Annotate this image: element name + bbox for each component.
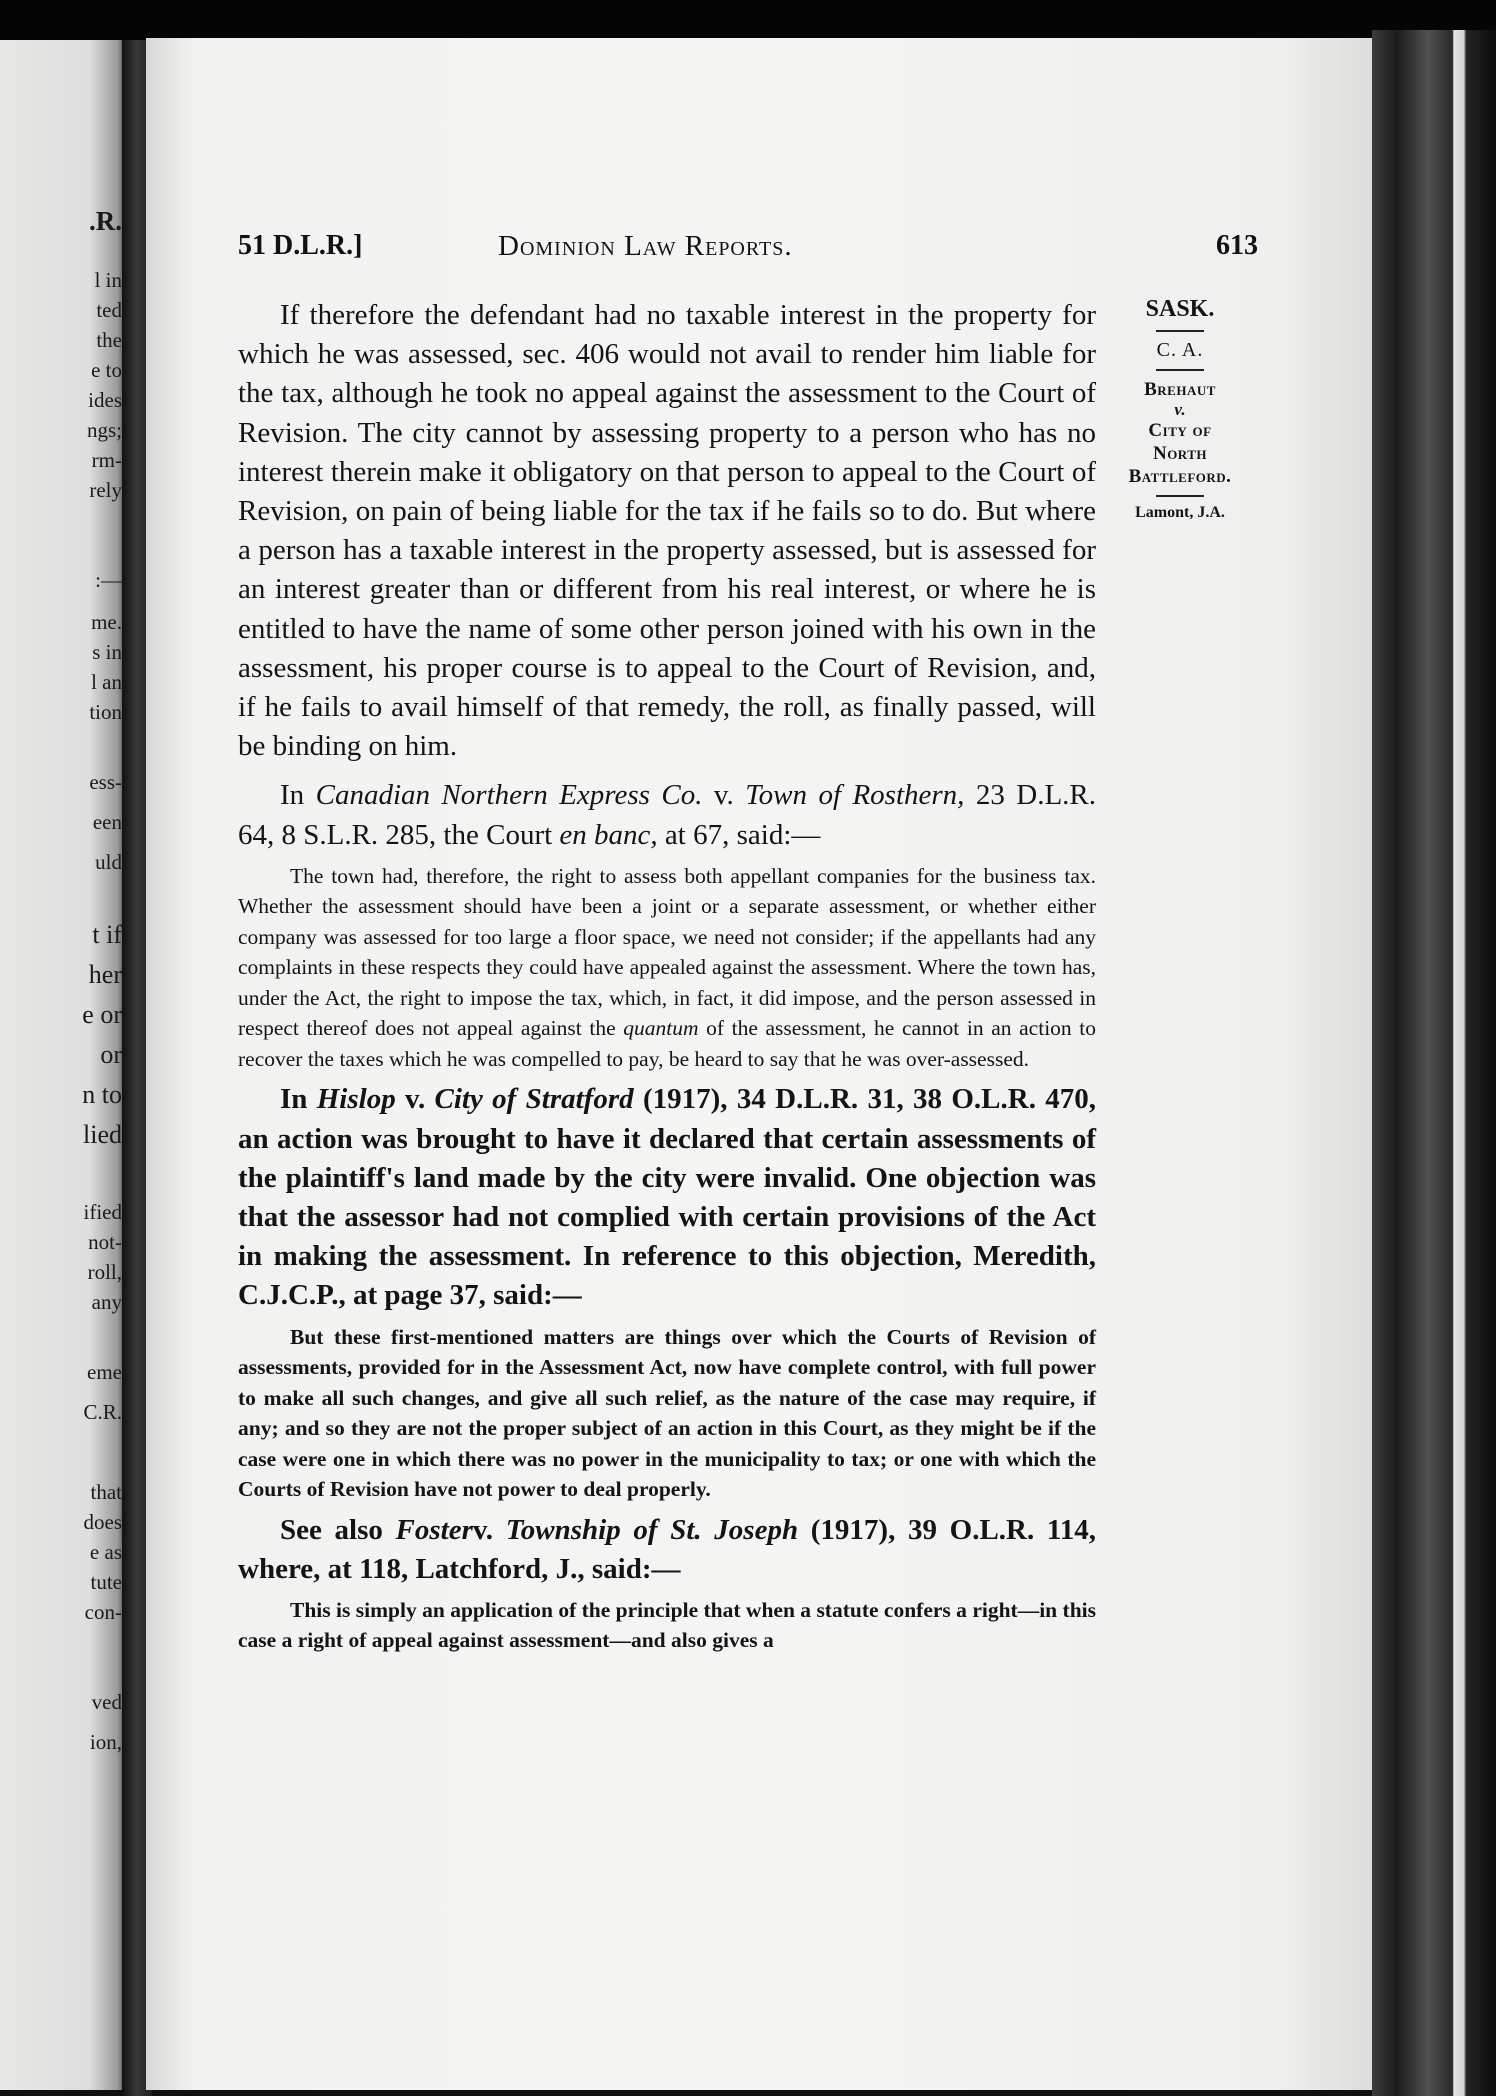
- facing-page-fragment: not-: [88, 1230, 122, 1254]
- block-quote: But these first-mentioned matters are things over which the Courts of Revision of assessments, provided for in the Assessment Act, now have complete control, with full power to make all such changes, and give all such relief, as the nature of the case may require, if any; and so they are not the proper subject of an action in this Court, as they might be if the case were one in which there was no power in the municipality to tax; or one with which the Courts of Revision have not power to deal properly.: [238, 1324, 1096, 1502]
- facing-page-fragment: n to: [82, 1080, 122, 1109]
- case-name-line: Brehaut: [1144, 379, 1216, 400]
- paragraph: If therefore the defendant had no taxable interest in the property for which he was assessed, sec. 406 would not avail to render him liable for the tax, although he took no appeal against the assessment to the Court of Revision. The city cannot by assessing property to a person who has no interest therein make it obligatory on that person to appeal to the Court of Revision, on pain of being liable for the tax if he fails so to do. But where a person has a taxable interest in the property assessed, but is assessed for an interest greater than or different from his real interest, or where he is entitled to have the name of some other person joined with his own in the assessment, his proper course is to appeal to the Court of Revision, and, if he fails to avail himself of that remedy, the roll, as finally passed, will be binding on him.: [238, 299, 1096, 763]
- facing-page-fragment: ion,: [89, 1730, 122, 1754]
- facing-page-fragment: her: [88, 960, 122, 989]
- case-citation: Canadian Northern Express Co.: [315, 779, 703, 812]
- emphasis: quantum: [623, 1016, 699, 1041]
- case-name-line: Battleford.: [1128, 466, 1232, 487]
- court-label: C. A.: [1156, 339, 1204, 361]
- facing-page-fragment: or: [100, 1040, 122, 1069]
- facing-page-fragment: the: [96, 328, 122, 352]
- facing-page-fragment: ides: [88, 388, 122, 412]
- facing-page-fragment: uld: [95, 850, 122, 874]
- facing-page-fragment: does: [83, 1510, 122, 1534]
- facing-page-fragment: e as: [89, 1540, 122, 1564]
- block-quote: The town had, therefore, the right to assess both appellant companies for the business tax. Whether the assessment should have been a joint or a separate assessment, or whether either company was assessed for too large a floor space, we need not consider; if the appellants had any complaints in these respects they could have appealed against the assessment. Where the town has, under the Act, the right to impose the tax, which, in fact, it did impose, and the person assessed in respect thereof does not appeal against the quantum of the assessment, he cannot in an action to recover the taxes which he was compelled to pay, be heard to say that he was over-assessed.: [238, 863, 1097, 1071]
- facing-page-fragment: tion: [89, 700, 122, 724]
- facing-page-fragment: roll,: [87, 1260, 122, 1284]
- province-label: SASK.: [1145, 296, 1215, 322]
- facing-page-fragment: een: [92, 810, 122, 834]
- facing-page-fragment: tute: [90, 1570, 122, 1594]
- block-quote: This is simply an application of the principle that when a statute confers a right—in this case a right of appeal against assessment—and also gives a: [238, 1597, 1096, 1653]
- case-versus: v.: [1174, 400, 1186, 419]
- paragraph: In Canadian Northern Express Co. v. Town of Rosthern, 23 D.L.R. 64, 8 S.L.R. 285, the Court en banc, at 67, said:—: [238, 779, 1097, 851]
- facing-page-fragment: e to: [91, 358, 122, 382]
- facing-page-fragment: ngs;: [86, 418, 122, 442]
- case-citation: Hislop: [316, 1083, 396, 1116]
- facing-page-edge: [0, 40, 128, 2090]
- volume-reference: 51 D.L.R.]: [238, 230, 363, 261]
- facing-page-fragment: ess-: [89, 770, 122, 794]
- case-name-line: North: [1152, 443, 1208, 464]
- case-citation: Township of St. Joseph: [505, 1513, 799, 1546]
- case-name-line: City of: [1148, 420, 1212, 441]
- page-block-edge: [1372, 30, 1496, 2096]
- facing-page-fragment: .R.: [89, 206, 122, 236]
- case-citation: Foster: [395, 1513, 473, 1546]
- margin-rule: [1156, 495, 1204, 497]
- margin-note: [1106, 296, 1254, 522]
- judge-name: Lamont, J.A.: [1135, 504, 1225, 521]
- case-citation: Town of Rosthern,: [745, 779, 965, 812]
- body-text: [238, 296, 1096, 1662]
- paragraph: See also Fosterv. Township of St. Joseph (1917), 39 O.L.R. 114, where, at 118, Latchford, J., said:—: [238, 1513, 1097, 1585]
- facing-page-fragment: ved: [91, 1690, 122, 1714]
- facing-page-fragment: rm-: [91, 448, 122, 472]
- report-title: Dominion Law Reports.: [498, 230, 793, 262]
- facing-page-fragment: eme: [87, 1360, 122, 1384]
- margin-rule: [1156, 330, 1204, 332]
- facing-page-fragment: con-: [84, 1600, 122, 1624]
- facing-page-fragment: ified: [83, 1200, 122, 1224]
- facing-page-fragment: t if: [92, 920, 122, 949]
- running-header: [238, 230, 1258, 270]
- facing-page-fragment: l in: [94, 268, 122, 292]
- facing-page-fragment: e or: [82, 1000, 122, 1029]
- facing-page-fragment: me.: [91, 610, 122, 634]
- facing-page-fragment: rely: [89, 478, 122, 502]
- case-citation: City of Stratford: [434, 1083, 634, 1116]
- margin-rule: [1156, 369, 1204, 371]
- facing-page-fragment: ted: [96, 298, 122, 322]
- facing-page-fragment: s in: [92, 640, 122, 664]
- page-number: 613: [1216, 230, 1258, 261]
- facing-page-fragment: lied: [83, 1120, 122, 1149]
- facing-page-fragment: that: [90, 1480, 122, 1504]
- facing-page-fragment: C.R.: [83, 1400, 122, 1424]
- paragraph: In Hislop v. City of Stratford (1917), 34 D.L.R. 31, 38 O.L.R. 470, an action was brought to have it declared that certain assessments of the plaintiff's land made by the city were invalid. One objection was that the assessor had not complied with certain provisions of the Act in making the assessment. In reference to this objection, Meredith, C.J.C.P., at page 37, said:—: [238, 1083, 1097, 1312]
- facing-page-fragment: any: [91, 1290, 122, 1314]
- facing-page-fragment: :—: [95, 568, 122, 592]
- facing-page-fragment: l an: [91, 670, 122, 694]
